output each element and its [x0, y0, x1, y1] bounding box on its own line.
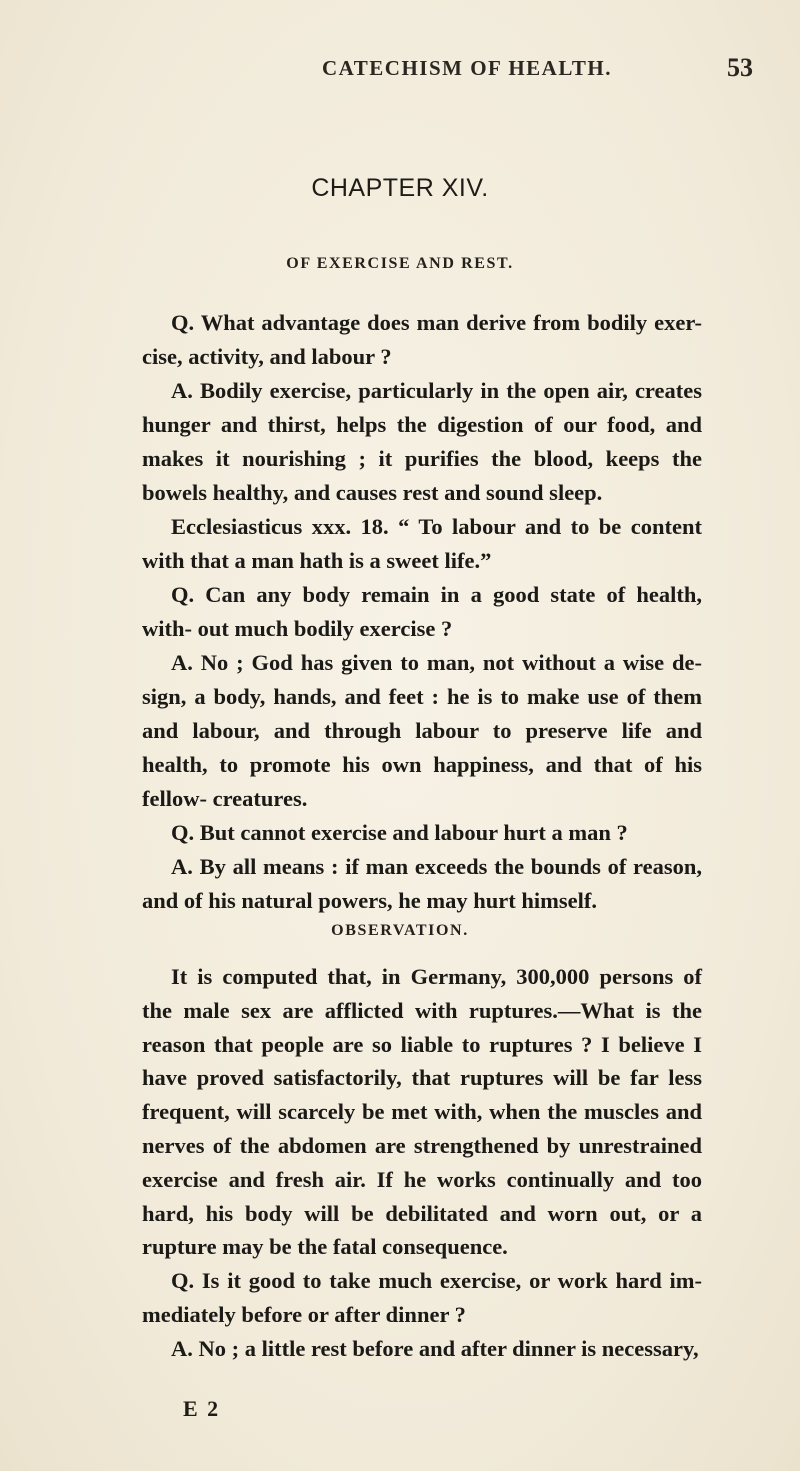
chapter-title: CHAPTER XIV. — [311, 174, 489, 202]
observation-text — [142, 960, 702, 1366]
running-header — [0, 53, 800, 86]
running-title: CATECHISM OF HEALTH. — [322, 56, 613, 80]
paragraph-quote: Ecclesiasticus xxx. 18. “ To labour and to be content with that a man hath is a sweet life.” — [142, 514, 702, 573]
paragraph-a1: A. Bodily exercise, particularly in the open air, creates hunger and thirst, helps the digestion of our food, and makes it nourishing ; it purifies the blood, keeps the bowels healthy, and causes rest and sound sleep. — [142, 378, 702, 505]
chapter-subtitle: OF EXERCISE AND REST. — [286, 255, 514, 272]
main-text — [142, 306, 702, 918]
paragraph-q2: Q. Can any body remain in a good state of health, with- out much bodily exercise ? — [142, 582, 702, 641]
paragraph-q4: Q. Is it good to take much exercise, or work hard im- mediately before or after dinner ? — [142, 1268, 702, 1327]
paragraph-q1: Q. What advantage does man derive from bodily exer- cise, activity, and labour ? — [142, 310, 702, 369]
page-number: 53 — [727, 53, 753, 82]
observation-heading: OBSERVATION. — [331, 922, 469, 939]
paragraph-a2: A. No ; God has given to man, not without a wise de- sign, a body, hands, and feet : he is to make use of them and labour, and through labour to preserve life and health, to promote his own happiness, and that of his fellow- creatures. — [142, 650, 702, 811]
paragraph-a4: A. No ; a little rest before and after dinner is necessary, — [171, 1335, 699, 1361]
paragraph-a3: A. By all means : if man exceeds the bounds of reason, and of his natural powers, he may hurt himself. — [142, 854, 702, 913]
paragraph-q3: Q. But cannot exercise and labour hurt a man ? — [171, 820, 628, 845]
signature-mark: E 2 — [183, 1396, 221, 1421]
observation-paragraph: It is computed that, in Germany, 300,000 persons of the male sex are afflicted with ruptures.—What is the reason that people are so liable to ruptures ? I believe I have proved satisfactorily, that ruptures will be far less frequent, will scarcely be met with, when the muscles and nerves of the abdomen are strengthened by unrestrained exercise and fresh air. If he works continually and too hard, his body will be debilitated and worn out, or a rupture may be the fatal consequence. — [142, 964, 702, 1260]
